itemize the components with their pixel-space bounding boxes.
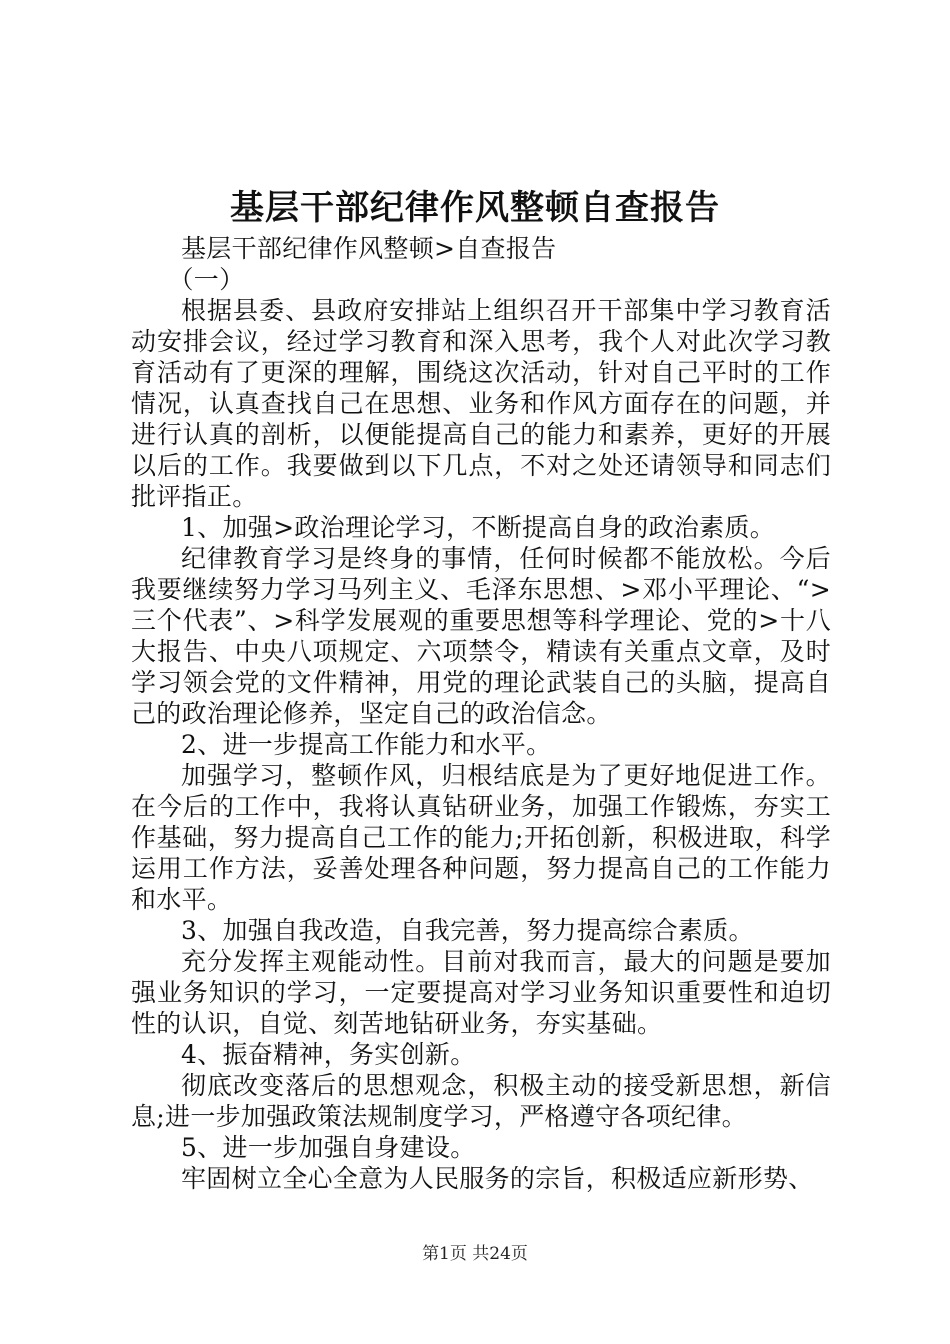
paragraph-body-4: 彻底改变落后的思想观念，积极主动的接受新思想，新信息;进一步加强政策法规制度学习，严格遵守各项纪律。 <box>131 1071 831 1131</box>
paragraph-intro: 根据县委、县政府安排站上组织召开干部集中学习教育活动安排会议，经过学习教育和深入思考，我个人对此次学习教育活动有了更深的理解，围绕这次活动，针对自己平时的工作情况，认真查找自己在思想、业务和作风方面存在的问题，并进行认真的剖析，以便能提高自己的能力和素养，更好的开展以后的工作。我要做到以下几点，不对之处还请领导和同志们批评指正。 <box>131 296 831 511</box>
paragraph-heading-4: 4、振奋精神，务实创新。 <box>181 1040 476 1069</box>
paragraph-subtitle: 基层干部纪律作风整顿>自查报告 <box>181 234 557 263</box>
paragraph-body-3: 充分发挥主观能动性。目前对我而言，最大的问题是要加强业务知识的学习，一定要提高对学习业务知识重要性和迫切性的认识，自觉、刻苦地钻研业务，夯实基础。 <box>131 947 831 1038</box>
paragraph-heading-5: 5、进一步加强自身建设。 <box>181 1133 476 1162</box>
paragraph-body-5: 牢固树立全心全意为人民服务的宗旨，积极适应新形势、 <box>181 1164 814 1193</box>
page-footer: 第1页 共24页 <box>422 1244 528 1264</box>
paragraph-section-marker: （一） <box>168 265 245 294</box>
paragraph-heading-2: 2、进一步提高工作能力和水平。 <box>181 730 552 759</box>
paragraph-heading-3: 3、加强自我改造，自我完善，努力提高综合素质。 <box>181 916 754 945</box>
paragraph-body-2: 加强学习，整顿作风，归根结底是为了更好地促进工作。在今后的工作中，我将认真钻研业务，加强工作锻炼，夯实工作基础，努力提高自己工作的能力;开拓创新，积极进取，科学运用工作方法，妥善处理各种问题，努力提高自己的工作能力和水平。 <box>131 761 831 914</box>
document-title: 基层干部纪律作风整顿自查报告 <box>230 188 720 228</box>
paragraph-heading-1: 1、加强>政治理论学习，不断提高自身的政治素质。 <box>181 513 776 542</box>
document-body <box>131 233 831 1194</box>
paragraph-body-1: 纪律教育学习是终身的事情，任何时候都不能放松。今后我要继续努力学习马列主义、毛泽东思想、>邓小平理论、“>三个代表”、>科学发展观的重要思想等科学理论、党的>十八大报告、中央八项规定、六项禁令，精读有关重点文章，及时学习领会党的文件精神，用党的理论武装自己的头脑，提高自己的政治理论修养，坚定自己的政治信念。 <box>131 544 831 728</box>
